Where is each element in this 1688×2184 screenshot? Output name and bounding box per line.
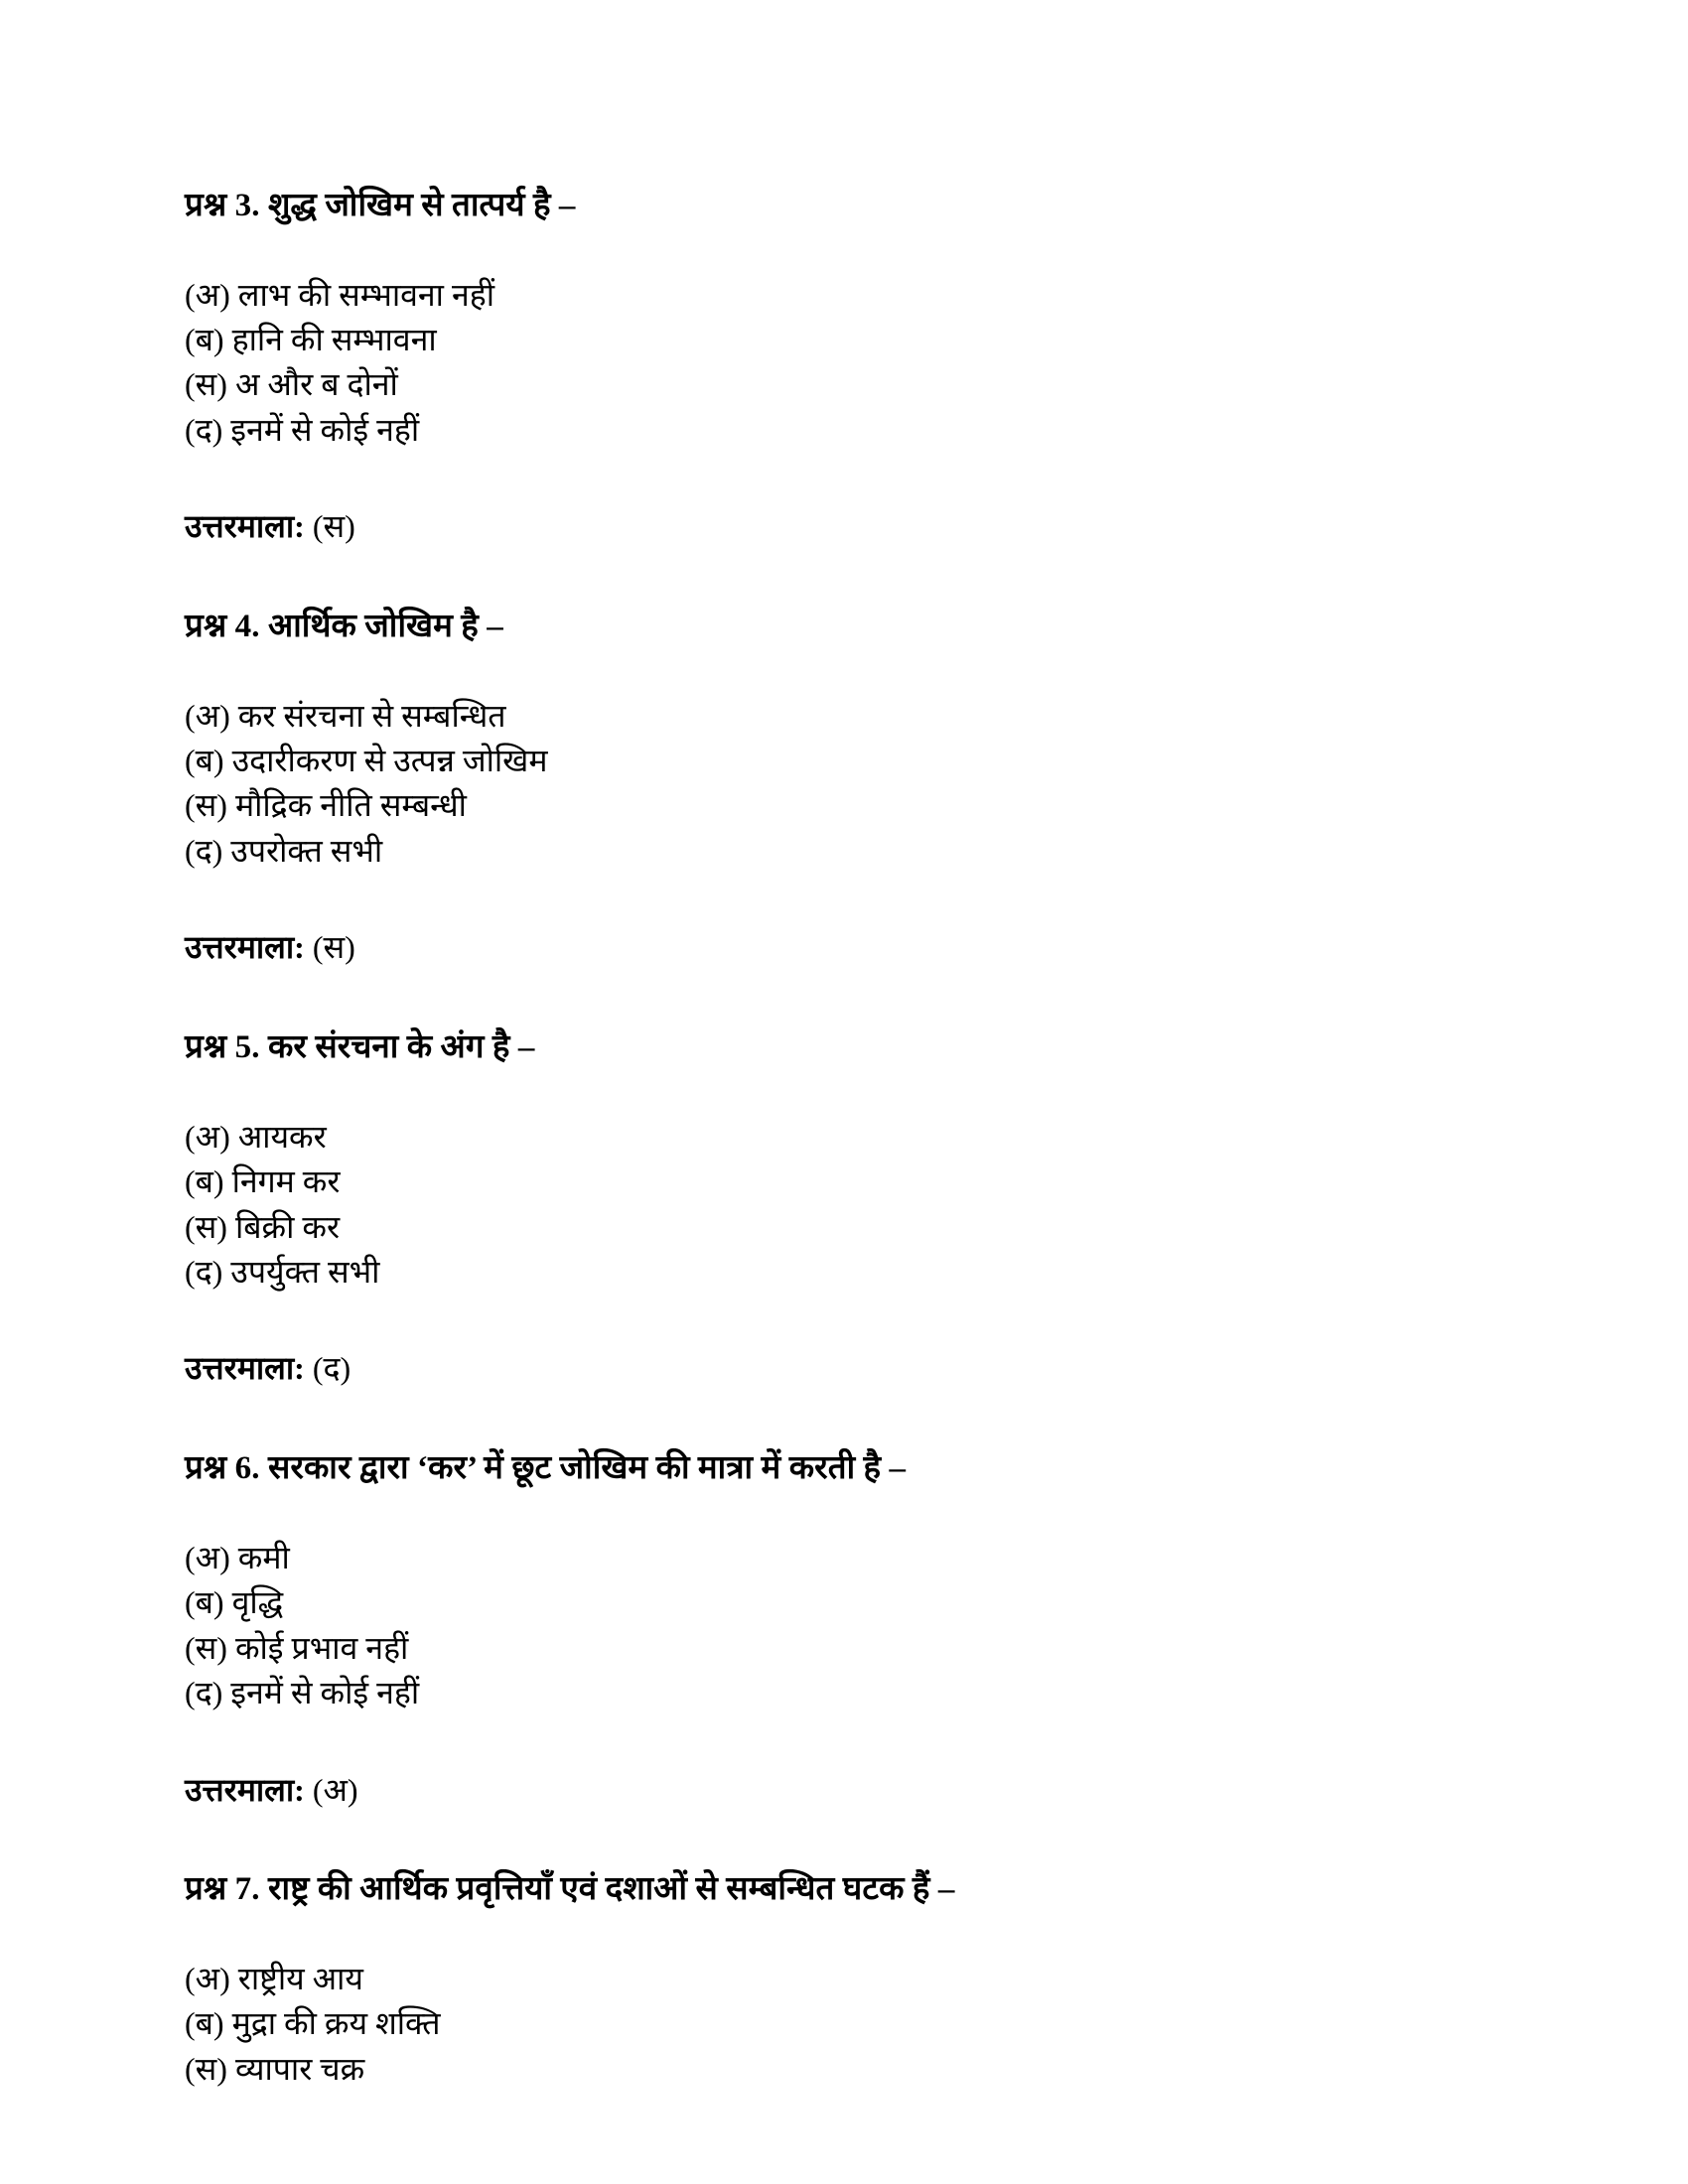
option-item-a[interactable]: (अ) आयकर — [185, 1118, 327, 1155]
option-item-b[interactable]: (ब) हानि की सम्भावना — [185, 321, 437, 357]
option-item-d[interactable]: (द) इनमें से कोई नहीं — [185, 411, 420, 448]
section-spacer — [185, 549, 1555, 605]
question-block-3 — [185, 184, 1555, 549]
option-item-c[interactable]: (स) कोई प्रभाव नहीं — [185, 1629, 409, 1666]
question-heading: प्रश्न 3. शुद्ध जोखिम से तात्पर्य है – — [185, 188, 576, 223]
answer-label: उत्तरमाला: — [185, 1350, 305, 1387]
answer-line — [185, 504, 1555, 549]
option-list — [185, 273, 1555, 454]
answer-value: (स) — [312, 929, 355, 966]
option-list — [185, 1536, 1555, 1716]
question-block-5 — [185, 1025, 1555, 1391]
answer-value: (स) — [312, 508, 355, 545]
answer-label: उत्तरमाला: — [185, 929, 305, 966]
option-item-a[interactable]: (अ) राष्ट्रीय आय — [185, 1960, 363, 1996]
option-item-b[interactable]: (ब) वृद्धि — [185, 1584, 284, 1621]
answer-line — [185, 925, 1555, 970]
section-spacer — [185, 1812, 1555, 1867]
option-item-d[interactable]: (द) इनमें से कोई नहीं — [185, 1675, 420, 1711]
option-list — [185, 1115, 1555, 1296]
option-item-b[interactable]: (ब) उदारीकरण से उत्पन्न जोखिम — [185, 743, 548, 779]
section-spacer — [185, 970, 1555, 1025]
question-block-7 — [185, 1867, 1555, 2092]
option-item-d[interactable]: (द) उपर्युक्त सभी — [185, 1254, 380, 1290]
question-block-4 — [185, 605, 1555, 970]
option-item-d[interactable]: (द) उपरोक्त सभी — [185, 832, 383, 869]
option-item-a[interactable]: (अ) लाभ की सम्भावना नहीं — [185, 276, 495, 313]
option-item-c[interactable]: (स) व्यापार चक्र — [185, 2050, 365, 2087]
option-item-c[interactable]: (स) मौद्रिक नीति सम्बन्धी — [185, 787, 467, 824]
option-item-a[interactable]: (अ) कमी — [185, 1539, 290, 1575]
question-heading: प्रश्न 7. राष्ट्र की आर्थिक प्रवृत्तियाँ एवं दशाओं से सम्बन्धित घटक हैं – — [185, 1871, 955, 1908]
question-heading: प्रश्न 4. आर्थिक जोखिम है – — [185, 609, 503, 645]
question-list — [185, 184, 1555, 2092]
answer-value: (अ) — [312, 1771, 358, 1808]
answer-line — [185, 1768, 1555, 1813]
option-item-b[interactable]: (ब) मुद्रा की क्रय शक्ति — [185, 2005, 441, 2042]
answer-value: (द) — [312, 1350, 352, 1387]
option-list — [185, 1957, 1555, 2092]
option-list — [185, 694, 1555, 875]
option-item-c[interactable]: (स) बिक्री कर — [185, 1208, 341, 1245]
question-heading: प्रश्न 6. सरकार द्वारा ‘कर’ में छूट जोखिम की मात्रा में करती है – — [185, 1450, 907, 1487]
answer-label: उत्तरमाला: — [185, 508, 305, 545]
option-item-b[interactable]: (ब) निगम कर — [185, 1163, 341, 1200]
section-spacer — [185, 1391, 1555, 1446]
question-block-6 — [185, 1446, 1555, 1812]
question-heading: प्रश्न 5. कर संरचना के अंग है – — [185, 1029, 535, 1066]
answer-line — [185, 1346, 1555, 1391]
answer-label: उत्तरमाला: — [185, 1771, 305, 1808]
option-item-c[interactable]: (स) अ और ब दोनों — [185, 366, 398, 403]
option-item-a[interactable]: (अ) कर संरचना से सम्बन्धित — [185, 697, 506, 734]
